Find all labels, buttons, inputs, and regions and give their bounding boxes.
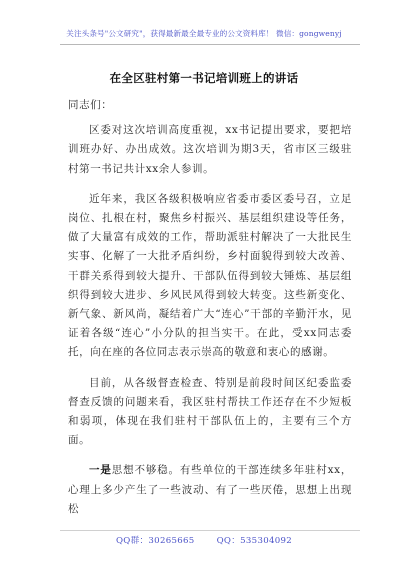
document-title: 在全区驻村第一书记培训班上的讲话	[109, 71, 299, 85]
page-footer	[0, 534, 408, 546]
footer-qq-number: QQ：535304092	[216, 536, 293, 546]
paragraph-text: 近年来，我区各级积极响应省委市委区委号召，立足岗位、扎根在村，聚焦乡村振兴、基层组织建设等任务，做了大量富有成效的工作，帮助派驻村解决了一大批民生实事、化解了一大批矛盾纠纷，乡村面貌得到较大改善、干群关系得到较大提升、干部队伍得到较大锤炼、基层组织得到较大进步、乡风民风得到较大转变。这些新变化、新气象、新风尚，凝结着广大“连心”干部的辛勤汗水，见证着各级“连心”小分队的担当实干。在此，受xx同志委托，向在座的各位同志表示崇高的敬意和衷心的感谢。	[68, 192, 352, 359]
page-header-banner: 关注头条号"公文研究"，获得最新最全最专业的公文资料库！ 微信：gongwenyj	[66, 29, 342, 38]
header-divider	[60, 44, 360, 45]
paragraph-2	[68, 190, 352, 363]
paragraph-text: 目前，从各级督查检查、特别是前段时间区纪委监委督查反馈的问题来看，我区驻村帮扶工作还存在不少短板和弱项，体现在我们驻村干部队伍上的，主要有三个方面。	[68, 376, 352, 447]
document-body	[68, 96, 352, 519]
paragraph-text: 思想不够稳。有些单位的干部连续多年驻村xx，心理上多少产生了一些波动、有了一些厌倦，思想上出现松	[68, 464, 353, 515]
paragraph-text: 区委对这次培训高度重视，xx书记提出要求，要把培训班办好、办出成效。这次培训为期3天，省市区三级驻村第一书记共计xx余人参训。	[68, 124, 352, 175]
footer-divider	[60, 530, 360, 531]
paragraph-3	[68, 374, 352, 451]
footer-qq-group: QQ群：30265665	[115, 536, 195, 546]
paragraph-4	[68, 461, 352, 519]
paragraph-lead: 一是	[89, 464, 112, 477]
salutation: 同志们：	[68, 99, 113, 111]
paragraph-1	[68, 121, 352, 179]
